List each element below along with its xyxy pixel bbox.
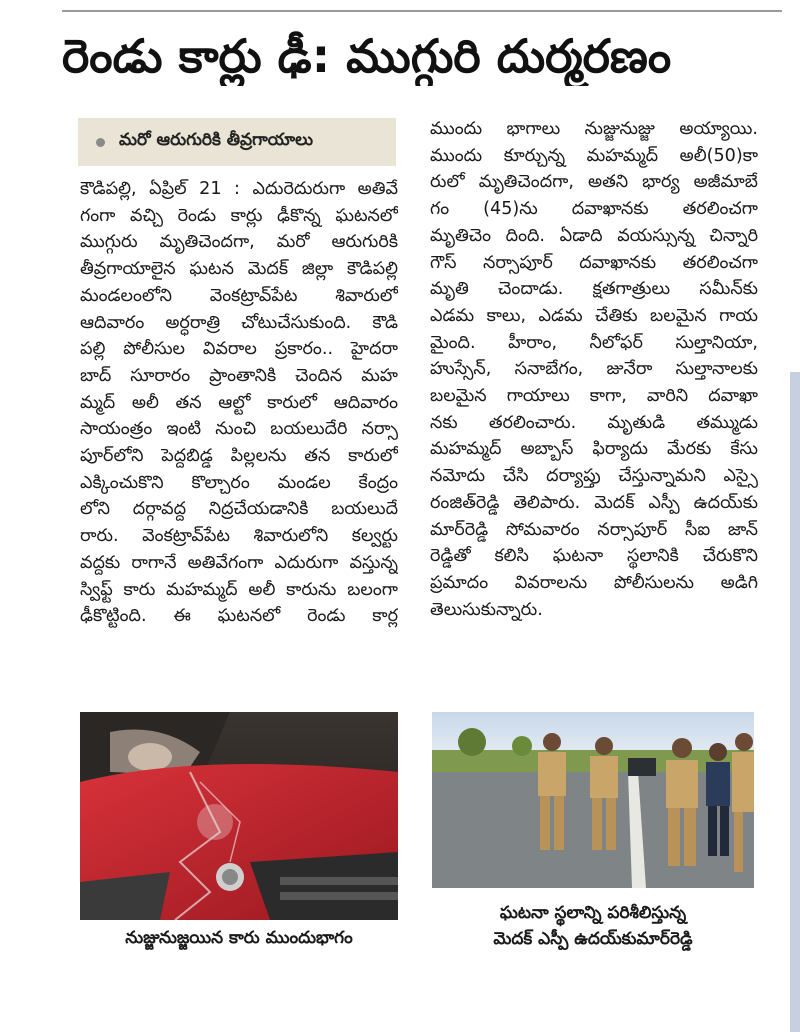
top-rule	[62, 10, 782, 12]
bullet-icon	[96, 138, 105, 147]
article-line: ప్రమాదం వివరాలను పోలీసులను అడిగి	[430, 572, 758, 593]
caption-line: ఘటనా స్థలాన్ని పరిశీలిస్తున్న	[499, 903, 687, 923]
article-line: తీవ్రగాయాలైన ఘటన మెదక్ జిల్లా కౌడిపల్లి	[80, 259, 398, 280]
article-line: మైంది. హీరాం, నీలోఫర్ సుల్తానియా,	[430, 332, 758, 353]
article-line: పూర్‌లోని పెద్దబిడ్డ పిల్లలను తన కారులో	[80, 446, 398, 467]
article-line: ముగ్గురు మృతిచెందగా, మరో ఆరుగురికి	[80, 232, 398, 253]
article-line: గం (45)ను దవాఖానకు తరలించగా	[430, 199, 758, 220]
headline: రెండు కార్లు ఢీ: ముగ్గురి దుర్మరణం	[62, 29, 672, 83]
police-inspection-photo	[432, 712, 754, 888]
subhead-box	[78, 118, 396, 166]
article-line: రారు. వెంకట్రావ్‌పేట శివారులోని కల్వర్టు	[80, 526, 398, 547]
article-column-right	[430, 116, 758, 623]
article-line: నమోదు చేసి దర్యాప్తు చేస్తున్నామని ఎస్సై	[430, 466, 758, 487]
caption-line: మెదక్ ఎస్పీ ఉదయ్‌కుమార్‌రెడ్డి	[493, 929, 693, 949]
photo-caption-right	[432, 900, 754, 952]
photo-caption-left: నుజ్జునుజ్జయిన కారు ముందుభాగం	[125, 928, 353, 948]
subhead: మరో ఆరుగురికి తీవ్రగాయాలు	[119, 130, 314, 150]
article-line: బలమైన గాయాలు కాగా, వారిని దవాఖా	[430, 386, 758, 407]
article-line: ముందు భాగాలు నుజ్జునుజ్జు అయ్యాయి.	[430, 119, 758, 139]
article-line: మార్‌రెడ్డి సోమవారం నర్సాపూర్ సీఐ జాన్	[430, 519, 758, 540]
article-line: కౌడిపల్లి, ఏప్రిల్ 21 : ఎదురెదురుగా అతివే	[80, 179, 398, 199]
article-line: సాయంత్రం ఇంటి నుంచి బయలుదేరి నర్సా	[80, 419, 398, 440]
article-line: లోని దర్గావద్ద నిద్రచేయడానికి బయలుదే	[80, 499, 398, 520]
article-line: పల్లి పోలీసుల వివరాల ప్రకారం.. హైదరా	[80, 339, 398, 360]
article-line: ఎడమ కాలు, ఎడమ చేతికు బలమైన గాయ	[430, 305, 758, 326]
article-line: మ్మద్ అలీ తన ఆల్టో కారులో ఆదివారం	[80, 392, 398, 413]
article-line: రెడ్డితో కలిసి ఘటనా స్థలానికి చేరుకొని	[430, 546, 758, 567]
crashed-car-photo	[80, 712, 398, 920]
article-line: రంజిత్‌రెడ్డి తెలిపారు. మెదక్ ఎస్పీ ఉదయ్‌కు	[430, 492, 758, 513]
article-line: నకు తరలించారు. మృతుడి తమ్ముడు	[430, 412, 758, 433]
article-line: ఎక్కించుకొని కొల్చారం మండల కేంద్రం	[80, 472, 398, 493]
article-line: రులో మృతిచెందగా, అతని భార్య అజీమాబే	[430, 172, 758, 193]
crashed-car-image	[80, 712, 398, 920]
article-line: ఆదివారం అర్ధరాత్రి చోటుచేసుకుంది. కౌడి	[80, 312, 398, 333]
article-line: ఢీకొట్టింది. ఈ ఘటనలో రెండు కార్ల	[80, 606, 398, 627]
article-line: మండలంలోని వెంకట్రావ్‌పేట శివారులో	[80, 285, 398, 306]
article-line: హుస్సేన్, సనాబేగం, జునేరా సుల్తానాలకు	[430, 359, 758, 380]
article-column-left	[80, 176, 398, 630]
article-line: మృతి చెందాడు. క్షతగాత్రులు సమీన్‌కు	[430, 279, 758, 300]
page-edge-bar	[790, 372, 800, 1032]
article-line: తెలుసుకున్నారు.	[430, 599, 543, 620]
article-line: గంగా వచ్చి రెండు కార్లు ఢీకొన్న ఘటనలో	[80, 205, 398, 226]
article-line: మృతిచెం దింది. ఏడాది వయస్సున్న చిన్నారి	[430, 225, 758, 246]
police-inspection-image	[432, 712, 754, 888]
article-line: ముందు కూర్చున్న మహమ్మద్ అలీ(50)కా	[430, 145, 758, 166]
article-line: మహమ్మద్ అబ్బాస్ ఫిర్యాదు మేరకు కేసు	[430, 439, 758, 460]
article-line: బాద్ సూరారం ప్రాంతానికి చెందిన మహ	[80, 365, 398, 386]
article-line: వద్దకు రాగానే అతివేగంగా ఎదురుగా వస్తున్న	[80, 552, 398, 573]
article-line: గౌస్ నర్సాపూర్ దవాఖానకు తరలించగా	[430, 252, 758, 273]
article-line: స్విఫ్ట్ కారు మహమ్మద్ అలీ కారును బలంగా	[80, 579, 398, 600]
